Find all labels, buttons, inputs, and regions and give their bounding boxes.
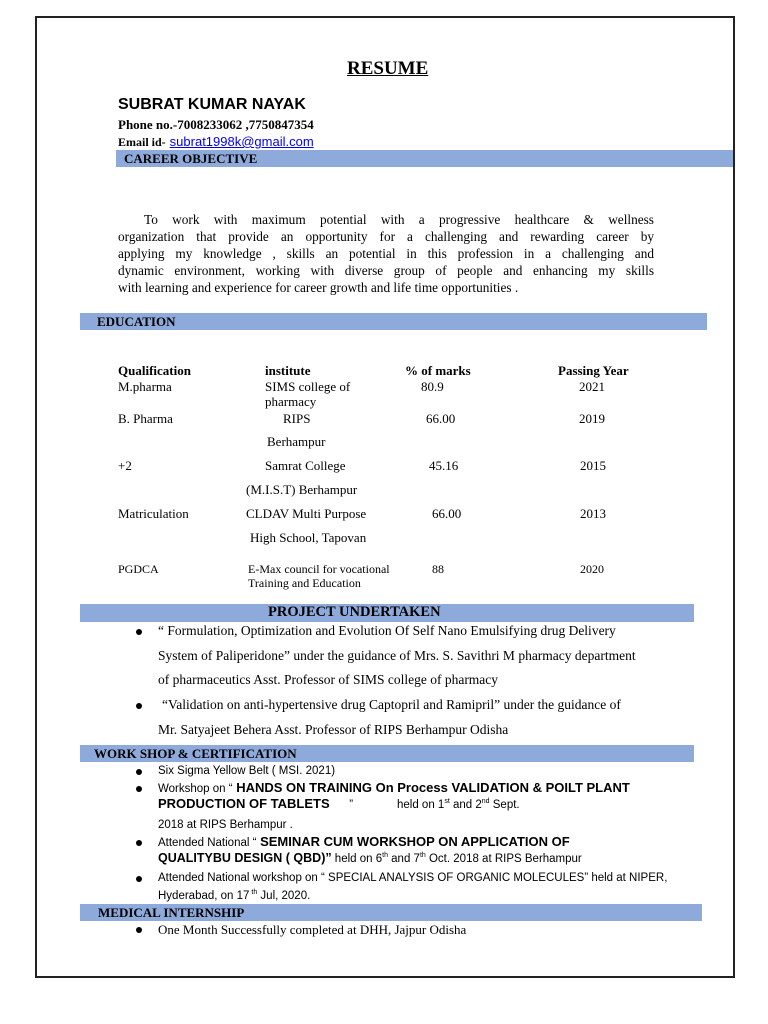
workshop-2-sup-2: nd — [481, 798, 490, 805]
edu-year: 2021 — [579, 379, 605, 394]
edu-year: 2020 — [580, 562, 604, 576]
col-header-qualification: Qualification — [118, 363, 191, 378]
workshop-item-1: Six Sigma Yellow Belt ( MSI. 2021) — [158, 765, 336, 777]
objective-line: To work with maximum potential with a progressive healthcare & wellness — [144, 212, 654, 227]
email-link[interactable]: subrat1998k@gmail.com — [169, 134, 314, 149]
workshop-2-title-2: PRODUCTION OF TABLETS — [158, 796, 330, 811]
edu-institute: E-Max council for vocational — [248, 562, 390, 576]
objective-line: applying my knowledge , skills an potential in this profession in a challenging and — [118, 246, 654, 261]
workshop-item-2-dates — [397, 798, 520, 811]
edu-qualification: Matriculation — [118, 506, 189, 521]
workshop-4-date: Jul, 2020. — [257, 889, 311, 902]
workshop-2-and: and 2 — [449, 798, 482, 811]
objective-line: with learning and experience for career growth and life time opportunities . — [118, 280, 519, 295]
project-2-line-1: “Validation on anti-hypertensive drug Captopril and Ramipril” under the guidance of — [162, 697, 621, 712]
internship-item: One Month Successfully completed at DHH, Jajpur Odisha — [158, 922, 467, 937]
edu-institute: CLDAV Multi Purpose — [246, 506, 367, 521]
edu-marks: 80.9 — [421, 379, 444, 394]
project-1-line-3: of pharmaceutics Asst. Professor of SIMS college of pharmacy — [158, 672, 499, 687]
edu-institute-cont: Training and Education — [248, 576, 361, 590]
edu-year: 2013 — [580, 506, 606, 521]
email-label: Email id- — [118, 135, 166, 149]
edu-marks: 45.16 — [429, 458, 459, 473]
objective-line: dynamic environment, working with diverse group of people and enhancing my skills — [118, 263, 654, 278]
workshop-item-2-line-1 — [158, 780, 630, 795]
workshop-2-held: held on 1 — [397, 798, 445, 811]
edu-institute-cont: pharmacy — [265, 394, 317, 409]
col-header-institute: institute — [265, 363, 311, 378]
workshop-2-title-1: HANDS ON TRAINING On Process VALIDATION & POILT PLANT — [232, 780, 630, 795]
workshop-4-sup: th — [249, 889, 258, 896]
bullet-icon — [136, 840, 142, 846]
workshop-item-2-line-2 — [158, 796, 353, 811]
bullet-icon — [136, 876, 142, 882]
workshop-item-3-line-1 — [158, 834, 570, 849]
workshop-4-location: Hyderabad, on 17 — [158, 889, 250, 902]
edu-qualification: M.pharma — [118, 379, 172, 394]
edu-year: 2019 — [579, 411, 605, 426]
edu-marks: 88 — [432, 562, 444, 576]
edu-institute-cont: (M.I.S.T) Berhampur — [246, 482, 358, 497]
edu-year: 2015 — [580, 458, 606, 473]
email-line — [118, 133, 314, 151]
workshop-3-and: and 7 — [387, 853, 420, 865]
edu-institute: Samrat College — [265, 458, 346, 473]
edu-qualification: PGDCA — [118, 562, 159, 576]
edu-institute-cont: Berhampur — [267, 434, 326, 449]
col-header-marks: % of marks — [405, 363, 471, 378]
workshop-item-2-line-3: 2018 at RIPS Berhampur . — [158, 819, 293, 831]
resume-title: RESUME — [347, 58, 429, 79]
education-heading: EDUCATION — [97, 314, 176, 329]
career-objective-text — [118, 211, 654, 296]
workshop-3-rest: Oct. 2018 at RIPS Berhampur — [425, 853, 582, 865]
edu-qualification: +2 — [118, 458, 132, 473]
workshop-item-4-line-1: Attended National workshop on “ SPECIAL ANALYSIS OF ORGANIC MOLECULES” held at NIPER, — [158, 872, 668, 884]
workshop-2-close-quote: ” — [349, 799, 354, 811]
career-objective-heading: CAREER OBJECTIVE — [124, 151, 258, 166]
objective-line: organization that provide an opportunity for a challenging and rewarding career by — [118, 229, 654, 244]
edu-institute-cont: High School, Tapovan — [250, 530, 367, 545]
bullet-icon — [136, 769, 142, 775]
bullet-icon — [136, 703, 142, 709]
edu-marks: 66.00 — [426, 411, 456, 426]
bullet-icon — [136, 927, 142, 933]
edu-marks: 66.00 — [432, 506, 462, 521]
bullet-icon — [136, 786, 142, 792]
candidate-name: SUBRAT KUMAR NAYAK — [118, 96, 306, 113]
edu-institute: SIMS college of — [265, 379, 351, 394]
phone-line: Phone no.-7008233062 ,7750847354 — [118, 117, 314, 132]
edu-institute: RIPS — [283, 411, 311, 426]
project-heading: PROJECT UNDERTAKEN — [268, 604, 441, 620]
workshop-2-sup-1: st — [444, 798, 450, 805]
col-header-year: Passing Year — [558, 363, 629, 378]
workshop-3-title-1: SEMINAR CUM WORKSHOP ON APPLICATION OF — [256, 834, 570, 849]
workshop-2-prefix: Workshop on “ — [158, 783, 233, 795]
workshop-item-4-line-2 — [158, 889, 310, 902]
bullet-icon — [136, 629, 142, 635]
workshop-3-sup-1: th — [382, 852, 388, 860]
workshop-3-held: held on 6 — [331, 853, 383, 865]
workshop-2-sept: Sept. — [489, 798, 520, 811]
workshop-3-prefix: Attended National “ — [158, 837, 257, 849]
internship-heading: MEDICAL INTERNSHIP — [98, 905, 245, 920]
project-2-line-2: Mr. Satyajeet Behera Asst. Professor of RIPS Berhampur Odisha — [158, 722, 509, 737]
workshop-item-3-line-2 — [158, 851, 582, 865]
edu-qualification: B. Pharma — [118, 411, 173, 426]
project-1-line-2: System of Paliperidone” under the guidance of Mrs. S. Savithri M pharmacy department — [158, 648, 636, 663]
workshop-heading: WORK SHOP & CERTIFICATION — [94, 746, 297, 761]
workshop-3-sup-2: th — [419, 852, 426, 860]
project-1-line-1: “ Formulation, Optimization and Evolution Of Self Nano Emulsifying drug Delivery — [158, 623, 616, 638]
workshop-3-title-2: QUALITYBU DESIGN ( QBD)” — [158, 851, 332, 865]
